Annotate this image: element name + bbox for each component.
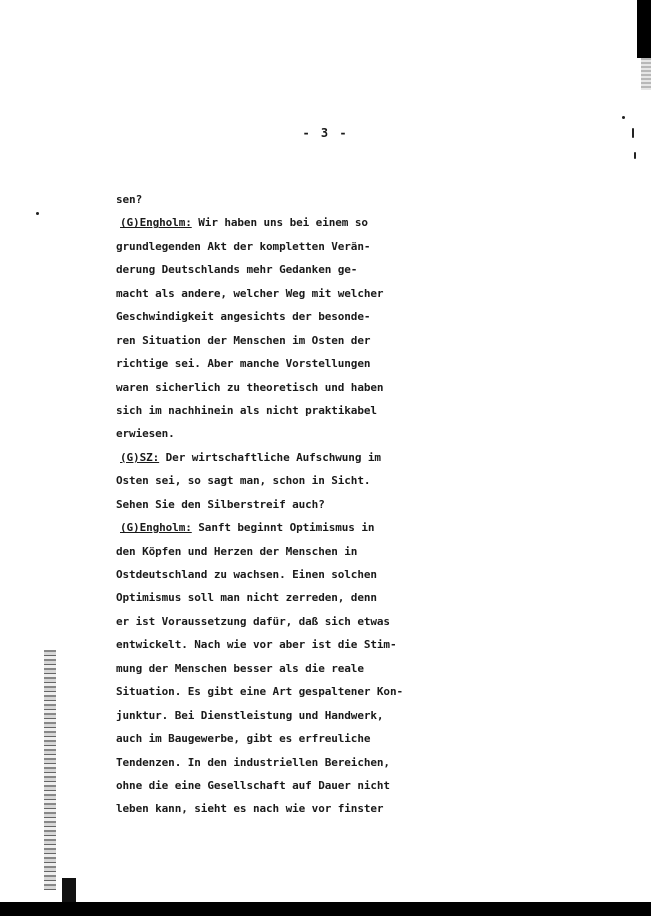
line-text: Der wirtschaftliche Aufschwung im	[159, 450, 381, 464]
text-line	[116, 633, 416, 656]
text-line	[116, 446, 416, 469]
line-text: Optimismus soll man nicht zerreden, denn	[116, 591, 377, 605]
text-line	[116, 376, 416, 399]
line-text: auch im Baugewerbe, gibt es erfreuliche	[116, 732, 371, 746]
line-text: er ist Voraussetzung dafür, daß sich etwas	[116, 614, 390, 628]
text-line	[116, 399, 416, 422]
line-text: Sanft beginnt Optimismus in	[191, 521, 375, 535]
text-line	[116, 610, 416, 633]
text-line	[116, 563, 416, 586]
text-line	[116, 258, 416, 281]
line-text: Osten sei, so sagt man, schon in Sicht.	[116, 474, 371, 488]
text-line	[116, 188, 416, 211]
line-text: waren sicherlich zu theoretisch und haben	[116, 380, 384, 394]
line-text: Sehen Sie den Silberstreif auch?	[116, 497, 325, 511]
text-line	[116, 704, 416, 727]
text-line	[116, 727, 416, 750]
page-number: - 3 -	[302, 126, 349, 140]
line-text: sen?	[116, 193, 143, 206]
speaker-label: (G)SZ:	[120, 450, 160, 464]
text-line	[116, 751, 416, 774]
line-text: erwiesen.	[116, 427, 175, 441]
scan-bottom-bar	[0, 902, 651, 916]
text-line	[116, 422, 416, 445]
text-line	[116, 540, 416, 563]
line-text: Situation. Es gibt eine Art gespaltener Kon-	[116, 685, 403, 699]
scan-edge-noise-left	[44, 650, 56, 890]
document-body	[116, 188, 416, 821]
line-text: ohne die eine Gesellschaft auf Dauer nicht	[116, 778, 390, 792]
line-text: leben kann, sieht es nach wie vor finster	[116, 802, 384, 816]
text-line	[116, 774, 416, 797]
text-line	[116, 305, 416, 328]
line-text: mung der Menschen besser als die reale	[116, 661, 364, 675]
line-text: Tendenzen. In den industriellen Bereichen,	[116, 755, 390, 769]
text-line	[116, 516, 416, 539]
text-line	[116, 469, 416, 492]
scan-speck	[36, 212, 39, 215]
text-line	[116, 657, 416, 680]
line-text: richtige sei. Aber manche Vorstellungen	[116, 357, 371, 371]
line-text: Geschwindigkeit angesichts der besonde-	[116, 310, 371, 324]
line-text: junktur. Bei Dienstleistung und Handwerk,	[116, 708, 384, 722]
line-text: macht als andere, welcher Weg mit welcher	[116, 286, 384, 300]
text-line	[116, 797, 416, 820]
line-text: ren Situation der Menschen im Osten der	[116, 333, 371, 347]
scan-edge-bar	[637, 0, 651, 58]
speaker-label: (G)Engholm:	[120, 521, 192, 535]
text-line	[116, 329, 416, 352]
scan-speck	[634, 152, 636, 159]
scan-edge-noise-top	[641, 58, 651, 90]
line-text: sich im nachhinein als nicht praktikabel	[116, 403, 377, 417]
line-text: Ostdeutschland zu wachsen. Einen solchen	[116, 568, 377, 581]
line-text: derung Deutschlands mehr Gedanken ge-	[116, 263, 358, 277]
scan-speck	[622, 116, 625, 119]
text-line	[116, 493, 416, 516]
line-text: Wir haben uns bei einem so	[191, 216, 368, 230]
text-line	[116, 680, 416, 703]
text-line	[116, 282, 416, 305]
text-line	[116, 352, 416, 375]
line-text: grundlegenden Akt der kompletten Verän-	[116, 239, 371, 253]
scan-bottom-mark	[62, 878, 76, 902]
line-text: den Köpfen und Herzen der Menschen in	[116, 544, 358, 558]
text-line	[116, 235, 416, 258]
line-text: entwickelt. Nach wie vor aber ist die Stim-	[116, 638, 397, 652]
text-line	[116, 211, 416, 234]
text-line	[116, 586, 416, 609]
speaker-label: (G)Engholm:	[120, 216, 192, 230]
